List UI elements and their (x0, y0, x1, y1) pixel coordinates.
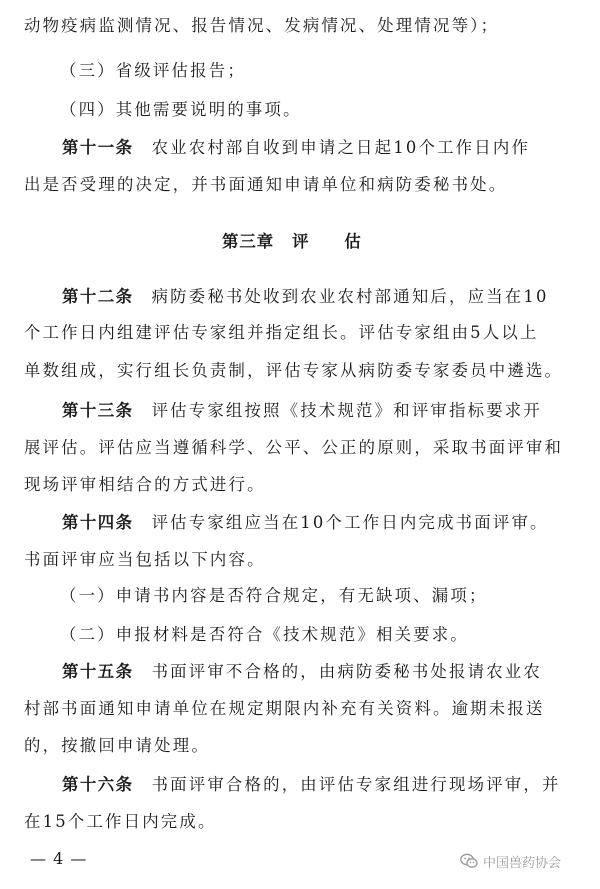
article-14 (62, 511, 600, 535)
text-line: 动物疫病监测情况、报告情况、发病情况、处理情况等）； (24, 16, 500, 35)
article-15 (62, 660, 600, 684)
article-13 (62, 399, 600, 423)
text-line: 单数组成，实行组长负责制，评估专家从病防委专家委员中遴选。 (24, 361, 564, 380)
text-line: 在15个工作日内完成。 (24, 812, 217, 831)
page-number: — 4 — (30, 849, 88, 868)
list-item-4: （四）其他需要说明的事项。 (60, 100, 302, 119)
chapter-number: 第三章 (222, 232, 275, 251)
article-text: 评估专家组应当在10个工作日内完成书面评审。 (151, 513, 549, 532)
article-text: 书面评审不合格的，由病防委秘书处报请农业农 (151, 662, 542, 681)
text-line: 个工作日内组建评估专家组并指定组长。评估专家组由5人以上 (24, 323, 539, 342)
text-line: 展评估。评估应当遵循科学、公平、公正的原则，采取书面评审和 (24, 438, 564, 457)
watermark-text: 中国兽药协会 (483, 855, 562, 871)
list-item-3: （三）省级评估报告； (60, 61, 246, 80)
article-text: 病防委秘书处收到农业农村部通知后，应当在10 (151, 287, 549, 306)
article-heading: 第十五条 (62, 662, 134, 681)
list-item-2: （二）申报材料是否符合《技术规范》相关要求。 (60, 625, 469, 644)
text-line: 村部书面通知申请单位在规定期限内补充有关资料。逾期未报送 (24, 699, 545, 718)
wechat-icon (460, 853, 478, 869)
article-heading: 第十一条 (62, 138, 134, 157)
text-line: 书面评审应当包括以下内容。 (24, 550, 266, 569)
text-line: 的，按撤回申请处理。 (24, 736, 210, 755)
article-16 (62, 773, 600, 797)
article-11 (62, 136, 600, 160)
chapter-title (222, 230, 600, 254)
article-text: 评估专家组按照《技术规范》和评审指标要求开 (151, 401, 542, 420)
article-heading: 第十三条 (62, 401, 134, 420)
article-12 (62, 285, 600, 309)
article-text: 农业农村部自收到申请之日起10个工作日内作 (151, 138, 531, 157)
article-heading: 第十四条 (62, 513, 134, 532)
watermark (460, 849, 561, 873)
article-heading: 第十二条 (62, 287, 134, 306)
chapter-name: 评 估 (292, 232, 362, 251)
text-line: 出是否受理的决定，并书面通知申请单位和病防委秘书处。 (24, 175, 508, 194)
article-heading: 第十六条 (62, 775, 134, 794)
article-text: 书面评审合格的，由评估专家组进行现场评审，并 (151, 775, 561, 794)
text-line: 现场评审相结合的方式进行。 (24, 475, 266, 494)
list-item-1: （一）申请书内容是否符合规定，有无缺项、漏项； (60, 586, 488, 605)
